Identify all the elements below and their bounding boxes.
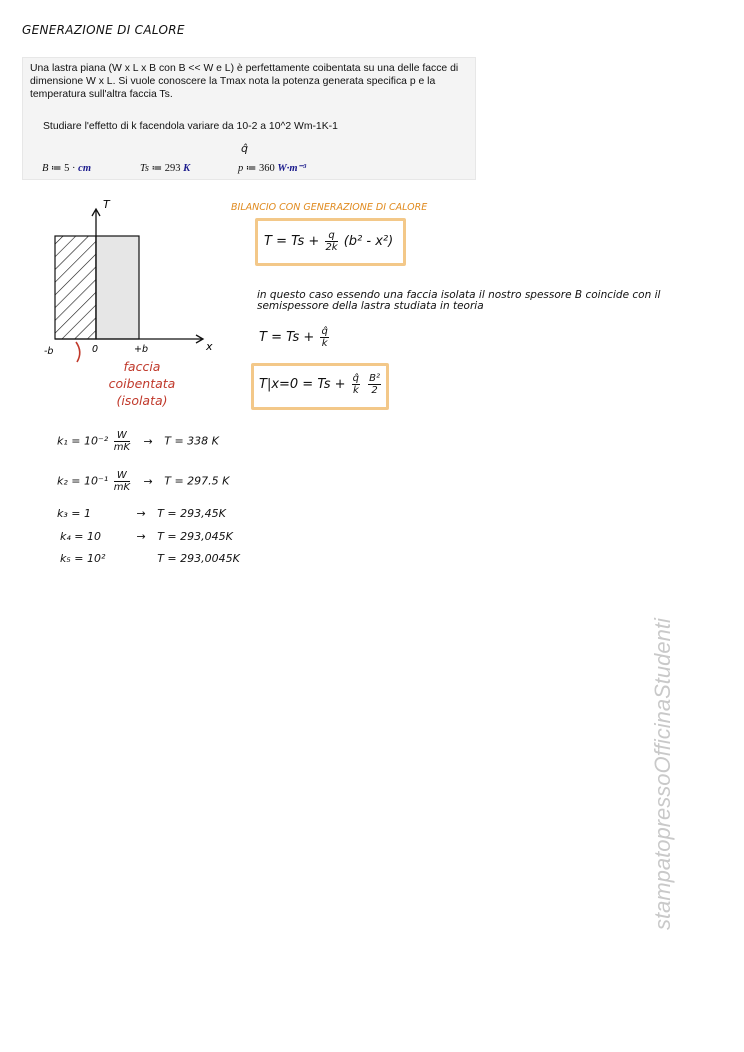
variable-ts: Ts ≔ 293 K [140,163,191,174]
right-arrow-icon: → [136,530,146,543]
eq2-fraction [320,326,328,349]
variable-p-name: p [238,163,244,174]
k-unit-den: mK [113,442,131,453]
page-title: GENERAZIONE DI CALORE [22,23,185,37]
eq3-numerator-2: B² [369,373,381,384]
caption-line-2: (isolata) [116,393,168,408]
variable-p-value: 360 [259,163,275,174]
eq3-denominator-2: 2 [371,385,378,396]
tick-left-label: -b [44,346,54,357]
k-result: T = 338 K [164,434,219,448]
variable-p: p ≔ 360 W·m⁻³ [238,163,307,174]
note-text: in questo caso essendo una faccia isolata il nostro spessore B coincide con il semispessore della lastra studiata in teoria [257,289,661,312]
slab-half [96,236,139,339]
k-value: k₄ = 10 [60,530,101,543]
k-unit-den: mK [113,482,131,493]
k-result: T = 293,0045K [157,552,240,565]
t-axis-label: T [103,198,110,211]
k-result-row-1 [57,430,219,453]
x-axis-label: x [206,340,213,353]
variable-ts-unit: K [183,163,191,174]
k-result-row-5 [60,552,240,565]
k-result-row-3 [57,507,226,520]
k-value: k₁ = 10⁻² [57,434,109,448]
right-arrow-icon: → [136,507,146,520]
k-result: T = 297.5 K [164,474,230,488]
k-result-row-2 [57,470,229,493]
energy-balance-label: BILANCIO CON GENERAZIONE DI CALORE [231,202,428,213]
eq3-denominator-1: k [352,385,359,396]
k-result: T = 293,045K [157,530,233,543]
variable-b: B ≔ 5 · cm [42,163,91,174]
tick-right-label: +b [134,344,148,355]
k-value: k₃ = 1 [57,507,91,520]
eq1-lhs: T = Ts + [264,234,320,249]
slab-diagram [40,195,230,365]
eq3-fraction-2 [368,373,381,396]
eq2-numerator: q̂ [321,326,328,337]
k-unit [114,470,130,493]
k-value: k₂ = 10⁻¹ [57,474,109,488]
equation-box-tmax [251,363,389,410]
variable-ts-value: 293 [164,163,181,174]
eq1-rhs: (b² - x²) [343,234,394,249]
tick-origin-label: 0 [92,344,99,355]
k-unit [114,430,130,453]
equation-tmax [259,373,383,396]
eq2-denominator: k [321,338,328,349]
insulated-half [55,236,96,339]
right-arrow-icon: → [143,434,153,448]
equation-general [264,230,393,253]
variable-b-unit: cm [78,163,91,174]
eq3-numerator-1: q̂ [352,373,360,384]
caption-line-1: faccia coibentata [108,359,176,391]
variable-b-value: 5 [64,163,70,174]
variable-ts-name: Ts [140,163,149,174]
problem-statement-box [22,57,476,180]
problem-text: Una lastra piana (W x L x B con B << W e L) è perfettamente coibentata su una delle facce di dimensione W x L. Si vuole conoscere la Tmax nota la potenza generata specifica p e la temperatura sull'altra faccia Ts. [30,63,459,100]
q-hat-annotation: q̂ [241,142,248,155]
insulated-face-caption [92,358,192,409]
watermark: stampatopressoOfficinaStudenti [650,618,675,930]
study-instruction: Studiare l'effetto di k facendola variare da 10-2 a 10^2 Wm-1K-1 [43,121,338,132]
eq1-denominator: 2k [325,242,338,253]
eq2-lhs: T = Ts + [259,330,315,345]
eq1-fraction [325,230,337,253]
k-value: k₅ = 10² [60,552,106,565]
right-arrow-icon: → [143,474,153,488]
eq3-fraction-1 [352,373,360,396]
eq3-lhs: T|x=0 = Ts + [259,377,346,392]
k-unit-num: W [114,470,130,482]
variable-b-name: B [42,163,49,174]
k-result: T = 293,45K [157,507,226,520]
k-result-row-4 [60,530,233,543]
k-unit-num: W [114,430,130,442]
equation-box-general [255,218,406,266]
equation-simplified [259,326,331,349]
eq1-numerator: q [325,230,337,242]
variable-p-unit: W·m⁻³ [277,163,307,174]
caption-pointer [76,342,80,362]
